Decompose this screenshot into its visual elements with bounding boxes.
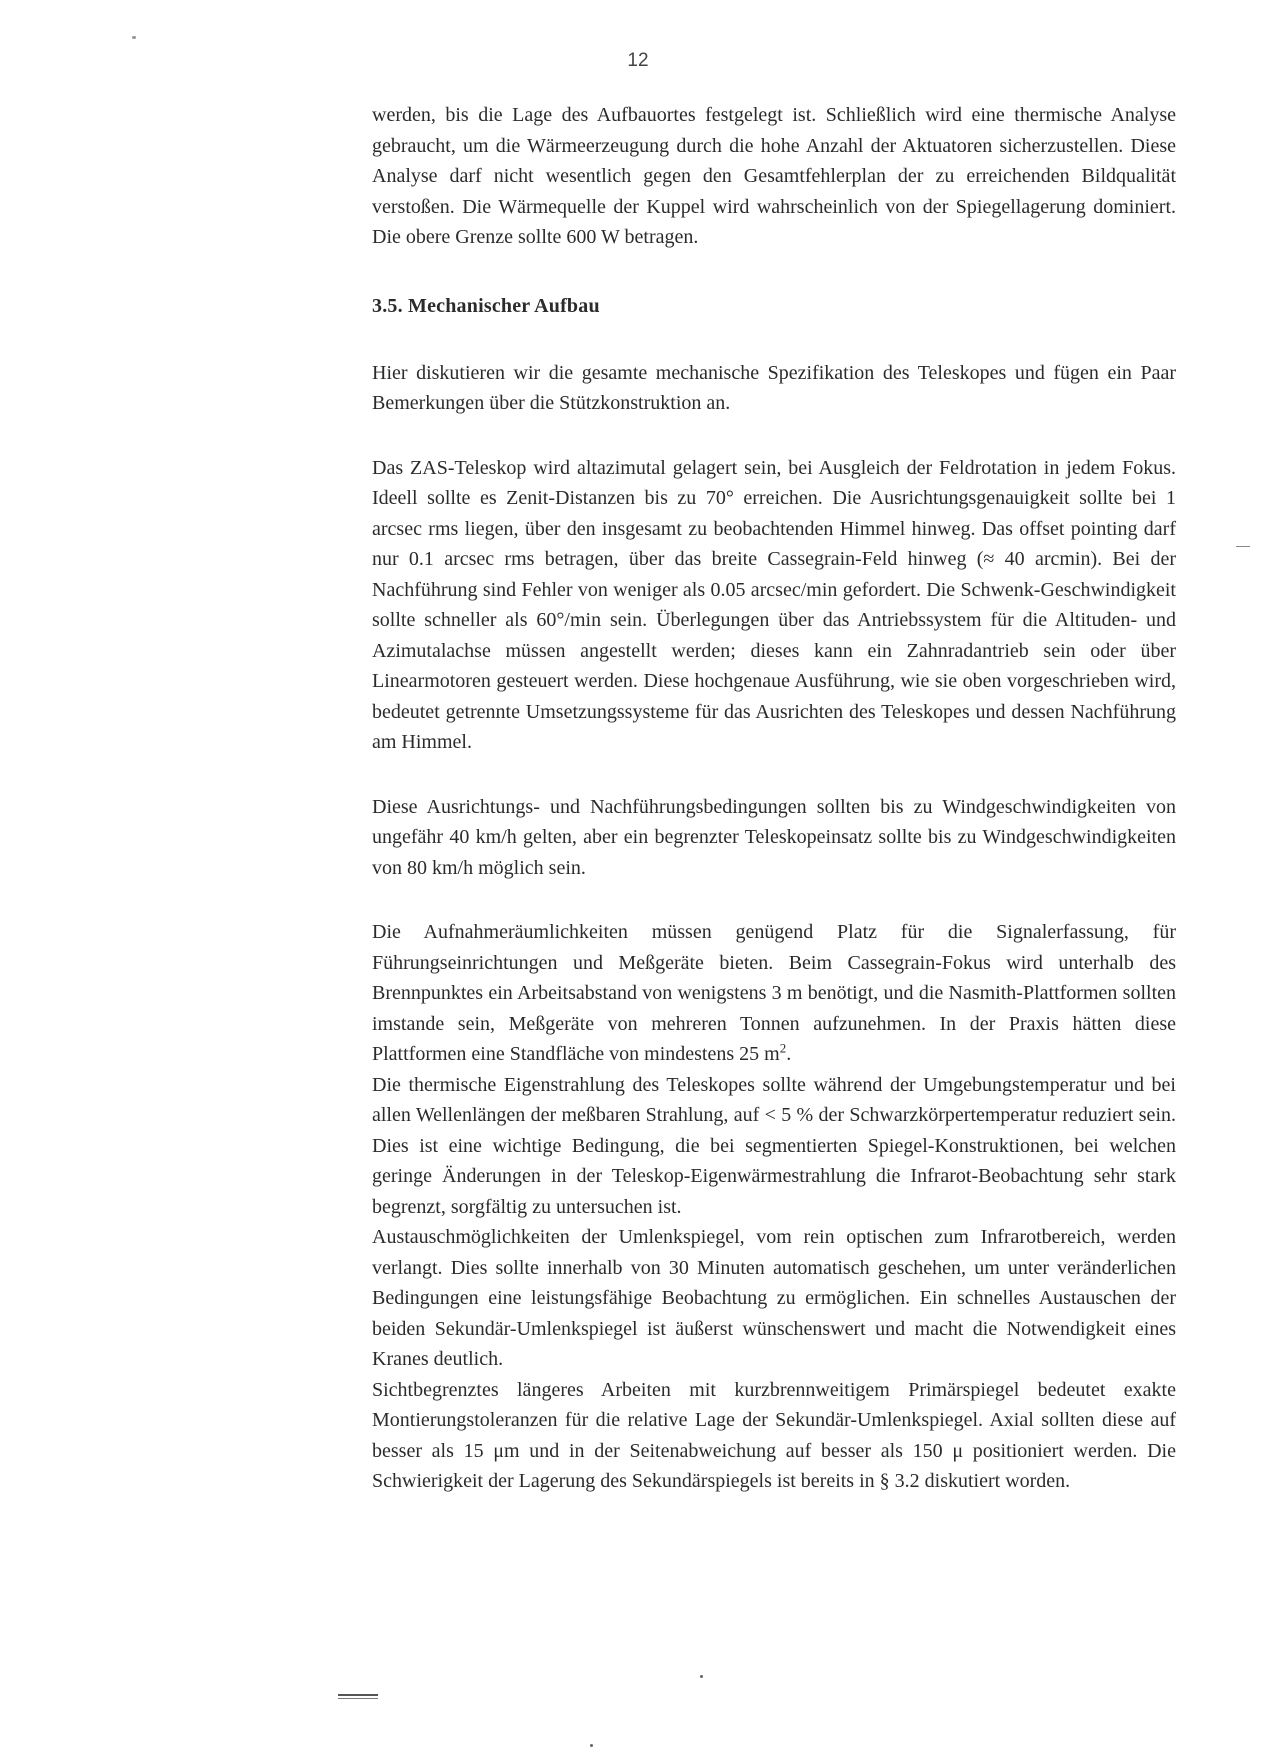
paragraph-thermal-analysis: werden, bis die Lage des Aufbauortes festgelegt ist. Schließlich wird eine thermische Analyse gebraucht, um die Wärmeerzeugung durch die hohe Anzahl der Aktuatoren sicherzustellen. Diese Analyse darf nicht wesentlich gegen den Gesamtfehlerplan der zu erreichenden Bildqualität verstoßen. Die Wärmequelle der Kuppel wird wahrscheinlich von der Spiegellagerung dominiert. Die obere Grenze sollte 600 W betragen. [372,104,1176,248]
paragraph-thermal-emission: Die thermische Eigenstrahlung des Teleskopes sollte während der Umgebungstemperatur und bei allen Wellenlängen der meßbaren Strahlung, auf < 5 % der Schwarzkörpertemperatur reduziert sein. Dies ist eine wichtige Bedingung, die bei segmentierten Spiegel-Konstruktionen, bei welchen geringe Änderungen in der Teleskop-Eigenwärmestrahlung die Infrarot-Beobachtung sehr stark begrenzt, sorgfältig zu untersuchen ist. [372,1073,1176,1218]
paragraph-mirror-exchange: Austauschmöglichkeiten der Umlenkspiegel, vom rein optischen zum Infrarotbereich, werden verlangt. Dies sollte innerhalb von 30 Minuten automatisch geschehen, um unter veränderlichen Bedingungen eine leistungsfähige Beobachtung zu ermöglichen. Ein schnelles Austauschen der beiden Sekundär-Umlenkspiegel ist äußerst wünschenswert und macht die Notwendigkeit eines Kranes deutlich. [372,1226,1176,1370]
scan-mark [338,1698,378,1699]
section-heading: 3.5. Mechanischer Aufbau [372,294,600,317]
paragraph-telescope-mount: Das ZAS-Teleskop wird altazimutal gelagert sein, bei Ausgleich der Feldrotation in jedem Fokus. Ideell sollte es Zenit-Distanzen bis zu 70° erreichen. Die Ausrichtungsgenauigkeit sollte bei 1 arcsec rms liegen, über den insgesamt zu beobachtenden Himmel hinweg. Das offset pointing darf nur 0.1 arcsec rms betragen, über das breite Cassegrain-Feld hinweg (≈ 40 arcmin). Bei der Nachführung sind Fehler von weniger als 0.05 arcsec/min gefordert. Die Schwenk-Geschwindigkeit sollte schneller als 60°/min sein. Überlegungen über das Antriebssystem für die Altituden- und Azimutalachse müssen angestellt werden; dieses kann ein Zahnradantrieb sein oder über Linearmotoren gesteuert werden. Diese hochgenaue Ausführung, wie sie oben vorgeschrieben wird, bedeutet getrennte Umsetzungssysteme für das Ausrichten des Teleskopes und dessen Nachführung am Himmel. [372,456,1176,753]
superscript-unit: 2 [779,1040,787,1056]
scan-speck [132,36,136,39]
instrument-space-text: Die Aufnahmeräumlichkeiten müssen genügend Platz für die Signalerfassung, für Führungseinrichtungen und Meßgeräte bieten. Beim Cassegrain-Fokus wird unterhalb des Brennpunktes ein Arbeitsabstand von wenigstens 3 m benötigt, und die Nasmith-Plattformen sollten imstande sein, Meßgeräte von mehreren Tonnen aufzunehmen. In der Praxis hätten diese Plattformen eine Standfläche von mindestens 25 m [372,921,1176,1065]
page-number: 12 [627,50,649,71]
paragraph-instrument-space [372,917,1176,1070]
paragraph-introduction: Hier diskutieren wir die gesamte mechanische Spezifikation des Teleskopes und fügen ein Paar Bemerkungen über die Stützkonstruktion an. [372,361,1176,414]
instrument-space-tail: . [786,1043,792,1065]
paragraph-mounting-tolerances: Sichtbegrenztes längeres Arbeiten mit kurzbrennweitigem Primärspiegel bedeutet exakte Montierungstoleranzen für die relative Lage der Sekundär-Umlenkspiegel. Axial sollten diese auf besser als 15 μm und in der Seitenabweichung auf besser als 150 μ positioniert werden. Die Schwierigkeit der Lagerung des Sekundärspiegels ist bereits in § 3.2 diskutiert worden. [372,1378,1176,1492]
scan-speck [700,1675,703,1678]
paragraph-wind-conditions: Diese Ausrichtungs- und Nachführungsbedingungen sollten bis zu Windgeschwindigkeiten von ungefähr 40 km/h gelten, aber ein begrenzter Teleskopeinsatz sollte bis zu Windgeschwindigkeiten von 80 km/h möglich sein. [372,795,1176,879]
document-body [372,100,1176,1497]
scan-mark [338,1694,378,1696]
scan-speck [1236,546,1250,547]
scan-speck [590,1744,593,1747]
